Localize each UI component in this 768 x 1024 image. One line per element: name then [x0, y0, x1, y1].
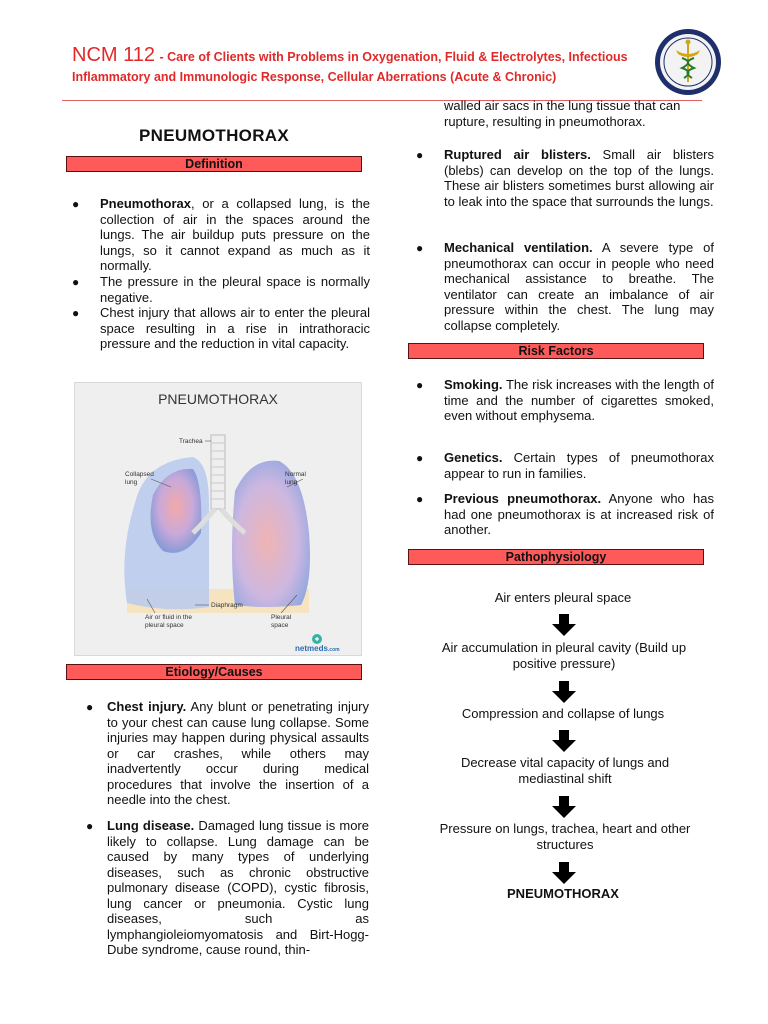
risk-item-previous — [444, 491, 714, 538]
definition-item-2: The pressure in the pleural space is normally negative. — [100, 274, 370, 305]
etiology-text: Any blunt or penetrating injury to your chest can cause lung collapse. Some injuries may happen during physical assaults or car crashes, while others may inadvertently occur during medical procedures that involve the insertion of a needle into the chest. — [107, 699, 370, 807]
cause-item-mechanical-ventilation — [444, 240, 714, 333]
course-code: NCM 112 — [72, 44, 155, 66]
bullet: ● — [416, 451, 424, 465]
brand-suffix: .com — [327, 647, 340, 653]
down-arrow-icon — [552, 796, 576, 818]
flow-step-2: Air accumulation in pleural cavity (Build up positive pressure) — [441, 640, 687, 671]
down-arrow-icon — [552, 614, 576, 636]
etiology-item-chest-injury — [107, 699, 369, 808]
down-arrow-icon — [552, 730, 576, 752]
risk-item-genetics — [444, 450, 714, 481]
course-title-line1: - Care of Clients with Problems in Oxygenation, Fluid & Electrolytes, Infectious — [159, 50, 628, 64]
risk-text: The risk increases with the length of time and the number of cigarettes smoked, even without emphysema. — [444, 377, 714, 423]
label-pleural-space: Pleural space — [271, 614, 292, 629]
page-title: PNEUMOTHORAX — [139, 126, 289, 145]
term: Previous pneumothorax. — [444, 491, 602, 506]
term: Chest injury. — [107, 699, 187, 714]
term: Lung disease. — [107, 818, 195, 833]
risk-text: Anyone who has had one pneumothorax is at increased risk of another. — [444, 491, 714, 537]
brand-logo — [295, 645, 340, 654]
term: Ruptured air blisters. — [444, 147, 591, 162]
bullet: ● — [86, 700, 94, 714]
figure-title: PNEUMOTHORAX — [158, 391, 278, 407]
down-arrow-icon — [552, 862, 576, 884]
down-arrow-icon — [552, 681, 576, 703]
flow-step-4: Decrease vital capacity of lungs and mediastinal shift — [460, 755, 670, 786]
pneumothorax-diagram — [74, 382, 362, 656]
etiology-item-lung-disease — [107, 818, 369, 958]
bullet: ● — [72, 275, 80, 289]
risk-text: Certain types of pneumothorax appear to run in families. — [444, 450, 714, 481]
label-collapsed-lung: Collapsed lung — [125, 471, 154, 486]
bullet: ● — [72, 197, 80, 211]
term: Pneumothorax — [100, 196, 192, 211]
document-header — [72, 44, 652, 87]
school-seal-logo — [654, 28, 722, 96]
risk-item-smoking — [444, 377, 714, 424]
cause-text: Small air blisters (blebs) can develop on the top of the lungs. These air blisters sometimes burst allowing air to leak into the space that surrounds the lungs. — [444, 147, 715, 209]
cause-text: A severe type of pneumothorax can occur in people who need mechanical assistance to breathe. The ventilator can create an imbalance of air pressure within the chest. The lung may collapse completely. — [444, 240, 714, 333]
term: Genetics. — [444, 450, 503, 465]
etiology-text: Damaged lung tissue is more likely to collapse. Lung damage can be caused by many types of underlying diseases, such as chronic obstructive pulmonary disease (COPD), cystic fibrosis, lung cancer or pneumonia. Cystic lung diseases, such as lymphangioleiomyomatosis and Birt-Hogg-Dube syndrome, cause round, thin- — [107, 818, 369, 957]
definition-text: , or a collapsed lung, is the collection of air in the spaces around the lungs. The air buildup puts pressure on the lungs, so it cannot expand as much as it normally. — [100, 196, 370, 273]
label-air-or-fluid: Air or fluid in the pleural space — [145, 614, 192, 629]
term: Mechanical ventilation. — [444, 240, 593, 255]
bullet: ● — [86, 819, 94, 833]
cause-item-ruptured-blisters — [444, 147, 714, 209]
section-bar-pathophysiology: Pathophysiology — [408, 549, 704, 565]
bullet: ● — [416, 492, 424, 506]
definition-item-3: Chest injury that allows air to enter the pleural space resulting in a rise in intrathoracic pressure and the reduction in vital capacity. — [100, 305, 370, 351]
continuation-text: walled air sacs in the lung tissue that can rupture, resulting in pneumothorax. — [444, 98, 681, 129]
flow-result: PNEUMOTHORAX — [507, 886, 619, 901]
bullet: ● — [416, 148, 424, 162]
term: Smoking. — [444, 377, 503, 392]
bullet: ● — [416, 241, 424, 255]
flow-step-3: Compression and collapse of lungs — [461, 706, 665, 721]
section-bar-definition: Definition — [66, 156, 362, 172]
label-diaphragm: Diaphragm — [211, 602, 243, 609]
course-title-line2: Inflammatory and Immunologic Response, Cellular Aberrations (Acute & Chronic) — [72, 70, 557, 84]
brand-name: netmeds — [295, 644, 328, 653]
definition-item-1 — [100, 196, 370, 274]
bullet: ● — [416, 378, 424, 392]
section-bar-etiology: Etiology/Causes — [66, 664, 362, 680]
lungs-illustration — [75, 383, 363, 657]
flow-step-1: Air enters pleural space — [494, 590, 632, 605]
flow-step-5: Pressure on lungs, trachea, heart and other structures — [439, 821, 691, 852]
bullet: ● — [72, 306, 80, 320]
label-trachea: Trachea — [179, 438, 203, 445]
label-normal-lung: Normal lung — [285, 471, 306, 486]
section-bar-risk-factors: Risk Factors — [408, 343, 704, 359]
